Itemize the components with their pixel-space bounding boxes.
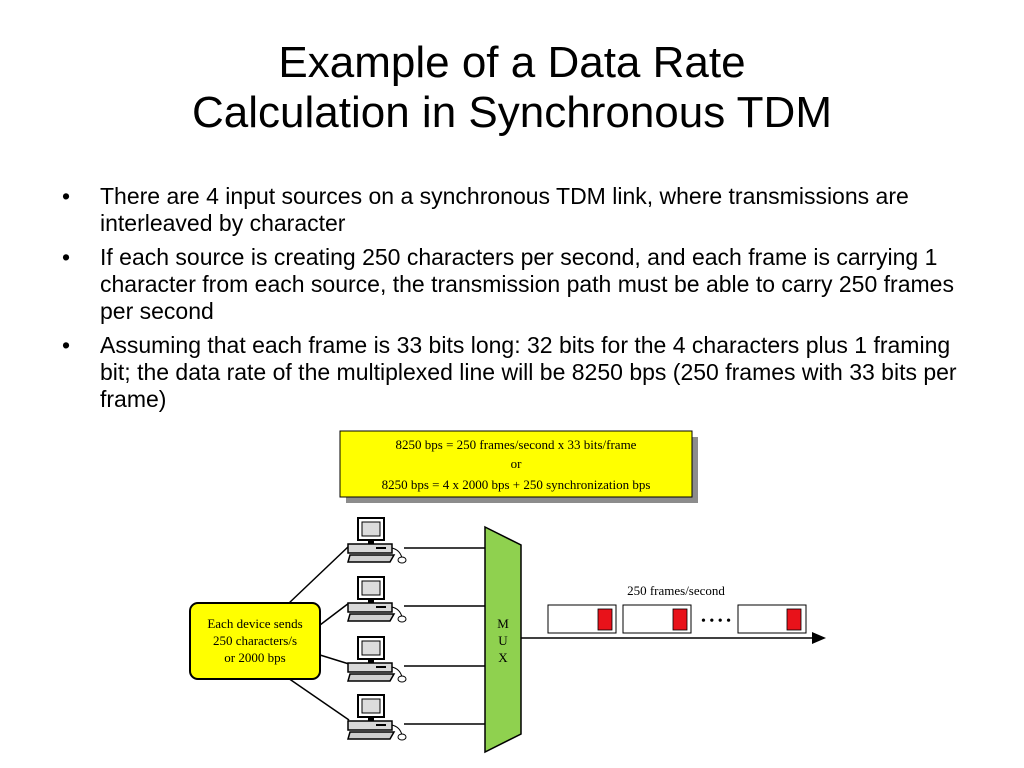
computer-icon	[348, 637, 406, 682]
bullet-text: If each source is creating 250 characters per second, and each frame is carrying 1 character from each source, the transmission path must be able to carry 250 frames per second	[100, 244, 954, 324]
frame	[548, 605, 616, 633]
formula-line-1: 8250 bps = 250 frames/second x 33 bits/frame	[395, 437, 637, 452]
framing-bit-marker	[787, 609, 801, 630]
bullet-text: There are 4 input sources on a synchronous TDM link, where transmissions are interleaved by character	[100, 183, 909, 236]
device-note-line-3: or 2000 bps	[224, 650, 286, 665]
frame	[623, 605, 691, 633]
frames-ellipsis: • • • •	[700, 614, 732, 629]
bullet-dot: •	[62, 183, 71, 209]
framing-bit-marker	[673, 609, 687, 630]
mux-letter-u: U	[498, 633, 508, 648]
device-note-line-2: 250 characters/s	[212, 633, 298, 648]
bullet-dot: •	[62, 244, 71, 270]
computer-icon	[348, 577, 406, 622]
output-arrowhead	[812, 632, 826, 644]
device-note-line-1: Each device sends	[207, 616, 303, 631]
bullet-dot: •	[62, 332, 71, 358]
bullet-text: Assuming that each frame is 33 bits long: 32 bits for the 4 characters plus 1 framing bit; the data rate of the multiplexed line will be 8250 bps (250 frames with 33 bits per frame)	[100, 332, 957, 412]
frames-rate-label: 250 frames/second	[627, 583, 725, 598]
formula-line-2: or	[510, 456, 522, 471]
framing-bit-marker	[598, 609, 612, 630]
frame	[738, 605, 806, 633]
computer-icon	[348, 518, 406, 563]
title-line-1: Example of a Data Rate	[278, 38, 746, 87]
computer-icon	[348, 695, 406, 740]
mux-letter-x: X	[498, 650, 508, 665]
mux-input-lines	[404, 548, 485, 724]
formula-line-3: 8250 bps = 4 x 2000 bps + 250 synchronization bps	[381, 477, 651, 492]
mux-letter-m: M	[497, 616, 509, 631]
title-line-2: Calculation in Synchronous TDM	[192, 88, 832, 137]
